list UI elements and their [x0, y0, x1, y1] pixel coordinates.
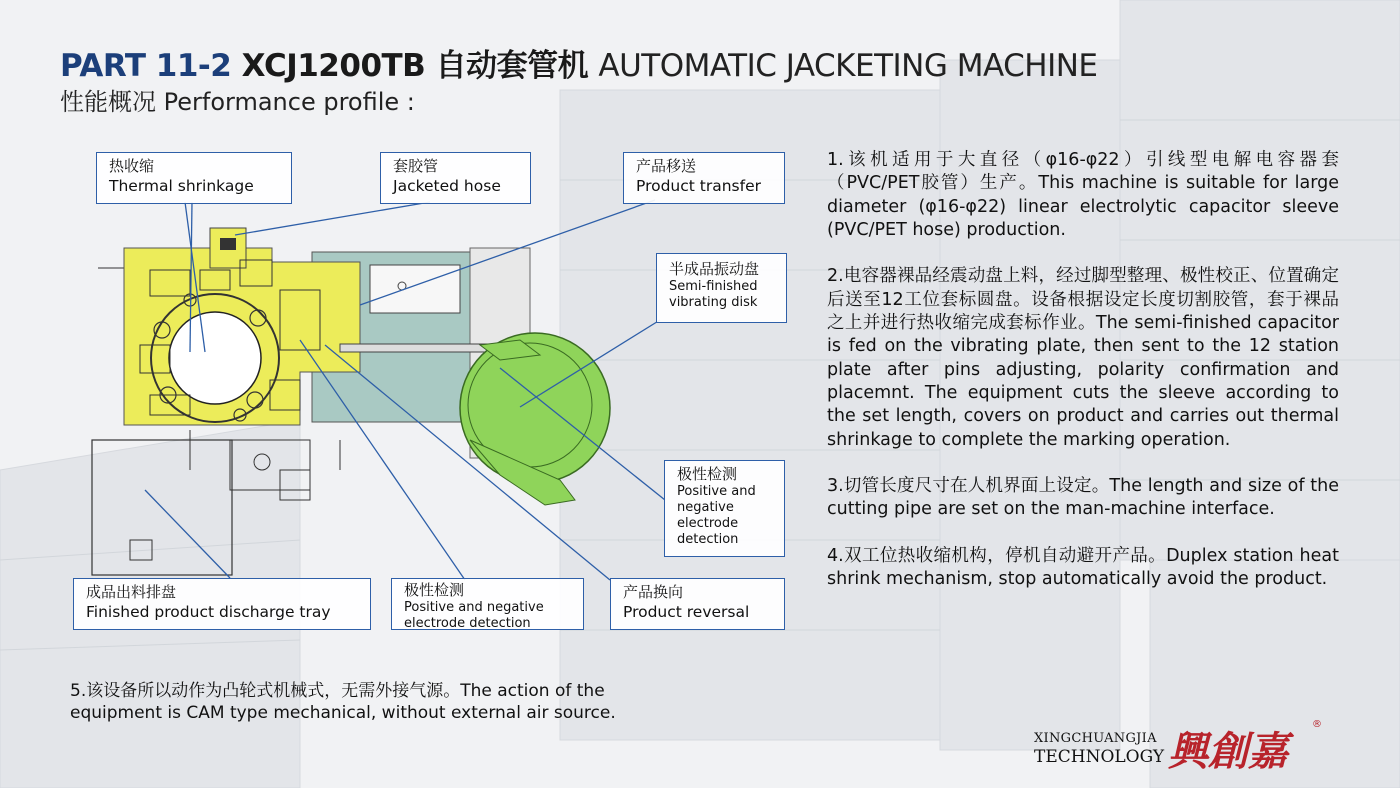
- label-product-reversal: [610, 578, 785, 630]
- registered-mark: ®: [1312, 719, 1322, 730]
- polarity-right-en2: negative: [677, 500, 734, 515]
- description-point-1: 1.该机适用于大直径（φ16-φ22）引线型电解电容器套（PVC/PET胶管）生产。This machine is suitable for large diameter (φ16-φ22) linear electrolytic capacitor sleeve (PVC/PET hose) production.: [827, 150, 1339, 240]
- label-jacketed-hose: [380, 152, 531, 204]
- polarity-bottom-zh: 极性检测: [404, 581, 465, 599]
- thermal-en: Thermal shrinkage: [109, 177, 254, 195]
- title-model: XCJ1200TB 自动套管机: [241, 48, 589, 84]
- reversal-en: Product reversal: [623, 603, 750, 621]
- polarity-right-en4: detection: [677, 532, 739, 547]
- discharge-en: Finished product discharge tray: [86, 603, 331, 621]
- label-polarity-right: [664, 460, 785, 557]
- jacketed-zh: 套胶管: [393, 157, 439, 175]
- description-point-2: 2.电容器裸品经震动盘上料，经过脚型整理、极性校正、位置确定后送至12工位套标圆盘。设备根据设定长度切割胶管，套于裸品之上并进行热收缩完成套标作业。The semi-finished capacitor is fed on the vibrating plate, then sent to the 12 station plate after pins adjusting, polarity confirmation and placemnt. The equipment cuts the sleeve according to the set length, covers on product and carries out thermal shrinkage to complete the marking operation.: [827, 266, 1339, 450]
- polarity-bottom-en2: electrode detection: [404, 616, 531, 631]
- transfer-en: Product transfer: [636, 177, 761, 195]
- title-part: PART 11-2: [60, 48, 232, 84]
- description-point-5: 5.该设备所以动作为凸轮式机械式，无需外接气源。The action of the equipment is CAM type mechanical, without external air source.: [70, 681, 616, 723]
- jacketed-en: Jacketed hose: [393, 177, 501, 195]
- vibrating-en2: vibrating disk: [669, 295, 758, 310]
- polarity-right-en3: electrode: [677, 516, 739, 531]
- company-name-line1: XINGCHUANGJIA: [1034, 731, 1157, 746]
- reversal-zh: 产品换向: [623, 583, 684, 601]
- label-vibrating-disk: [656, 253, 787, 323]
- description-point-4: 4.双工位热收缩机构，停机自动避开产品。Duplex station heat shrink mechanism, stop automatically avoid the product.: [827, 546, 1339, 590]
- company-logo: 興創嘉: [1168, 728, 1288, 775]
- label-polarity-bottom: [391, 578, 584, 630]
- vibrating-en1: Semi-finished: [669, 279, 758, 294]
- page-subtitle: 性能概况 Performance profile :: [60, 88, 415, 116]
- thermal-zh: 热收缩: [109, 157, 155, 175]
- label-discharge-tray: [73, 578, 371, 630]
- company-name-line2: TECHNOLOGY: [1034, 747, 1165, 767]
- description-column: [827, 149, 1339, 615]
- transfer-zh: 产品移送: [636, 157, 697, 175]
- polarity-bottom-en1: Positive and negative: [404, 600, 544, 615]
- company-name: [1034, 731, 1164, 767]
- polarity-right-en1: Positive and: [677, 484, 756, 499]
- description-point-3: 3.切管长度尺寸在人机界面上设定。The length and size of the cutting pipe are set on the man-machine interface.: [827, 476, 1339, 520]
- label-thermal-shrinkage: [96, 152, 292, 204]
- polarity-right-zh: 极性检测: [677, 465, 738, 483]
- title-english: AUTOMATIC JACKETING MACHINE: [598, 48, 1098, 84]
- discharge-zh: 成品出料排盘: [86, 583, 177, 601]
- vibrating-zh: 半成品振动盘: [669, 260, 760, 278]
- label-product-transfer: [623, 152, 785, 204]
